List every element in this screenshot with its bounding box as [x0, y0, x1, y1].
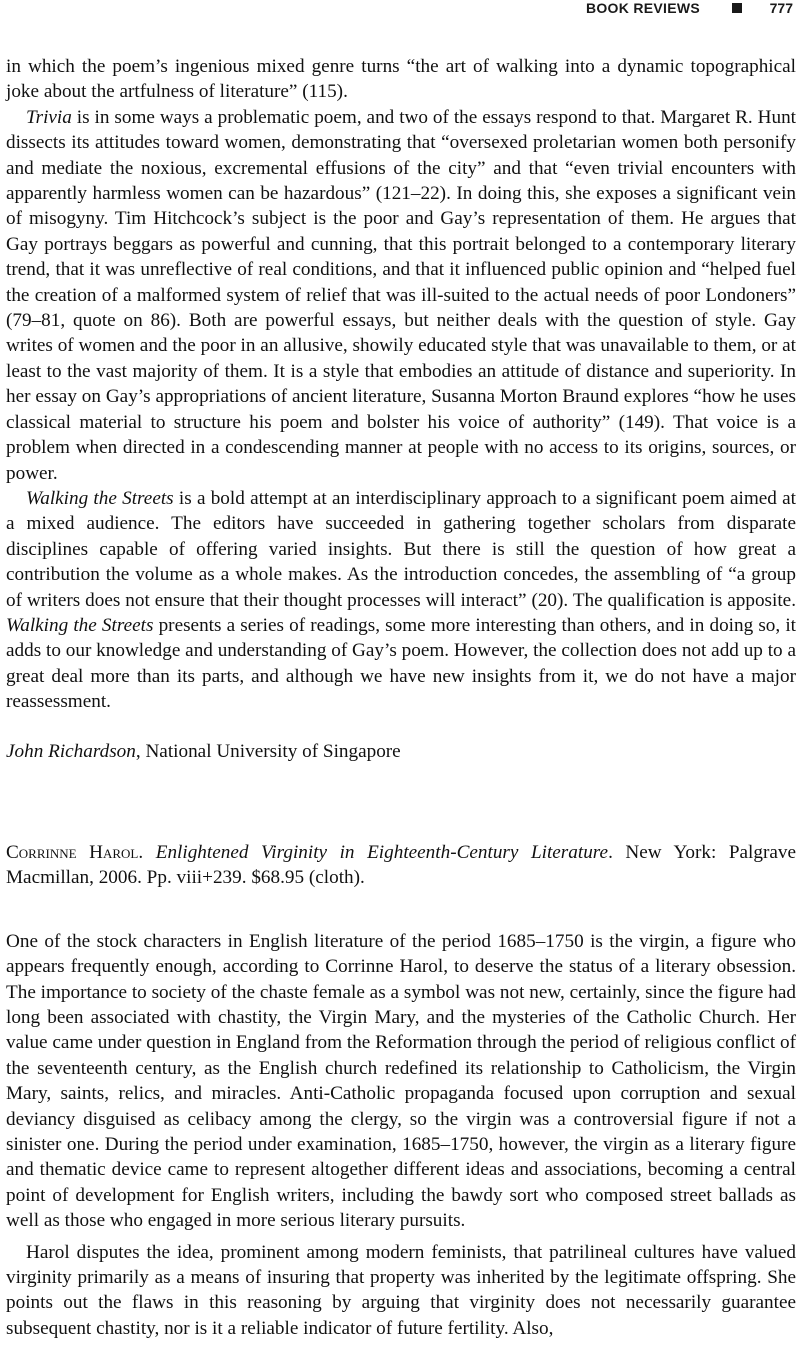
- running-header: [0, 0, 800, 22]
- book-title-italic: Walking the Streets: [26, 487, 174, 509]
- reviewer-affiliation: , National University of Singapore: [135, 740, 401, 762]
- square-separator-icon: [732, 3, 742, 13]
- review1-paragraph-1: in which the poem’s ingenious mixed genre turns “the art of walking into a dynamic topographical joke about the artfulness of literature” (115).: [6, 56, 796, 103]
- reviewer-signature: [6, 739, 796, 764]
- page-body: [6, 54, 796, 1341]
- review2-paragraph-2: Harol disputes the idea, prominent among modern feminists, that patrilineal cultures have valued virginity primarily as a means of insuring that property was inherited by the legitimate offspring. She points out the flaws in this reasoning by arguing that virginity does not necessarily guarantee subsequent chastity, nor is it a reliable indicator of future fertility. Also,: [6, 1241, 796, 1339]
- book-author: Corrinne Harol: [6, 841, 139, 863]
- review1-paragraph-3: Walking the Streets is a bold attempt at an interdisciplinary approach to a significant poem aimed at a mixed audience. The editors have succeeded in gathering together scholars from disparate disciplines capable of offering varied insights. But there is still the question of how great a contribution the volume as a whole makes. As the introduction concedes, the assembling of “a group of writers does not ensure that their thought processes will interact” (20). The qualification is apposite. Walking the Streets presents a series of readings, some more interesting than others, and in doing so, it adds to our knowledge and understanding of Gay’s poem. However, the collection does not add up to a great deal more than its parts, and although we have new insights from it, we do not have a major reassessment.: [6, 487, 797, 713]
- book-title: Enlightened Virginity in Eighteenth-Century Literature: [155, 841, 609, 863]
- book-publication: . New York: Palgrave Macmillan, 2006. Pp. viii+239. $68.95 (cloth).: [6, 841, 796, 889]
- section-title: BOOK REVIEWS: [585, 0, 700, 16]
- book-citation: Corrinne Harol. Enlightened Virginity in Eighteenth-Century Literature. New York: Palgrave Macmillan, 2006. Pp. viii+239. $68.95 (cloth).: [6, 841, 796, 889]
- review1-paragraph-2: Trivia is in some ways a problematic poem, and two of the essays respond to that. Margaret R. Hunt dissects its attitudes toward women, demonstrating that “oversexed proletarian women both personify and mediate the noxious, excremental effusions of the city” and that “even trivial encounters with apparently harmless women can be hazardous” (121–22). In doing this, she exposes a significant vein of misogyny. Tim Hitchcock’s subject is the poor and Gay’s representation of them. He argues that Gay portrays beggars as powerful and cunning, that this portrait belonged to a contemporary literary trend, that it was unreflective of real conditions, and that it influenced public opinion and “helped fuel the creation of a malformed system of relief that was ill-suited to the actual needs of poor Londoners” (79–81, quote on 86). Both are powerful essays, but neither deals with the question of style. Gay writes of women and the poor in an allusive, showily educated style that was unavailable to them, or at least to the vast majority of them. It is a style that embodies an attitude of distance and superiority. In her essay on Gay’s appropriations of ancient literature, Susanna Morton Braund explores “how he uses classical material to structure his poem and bolster his voice of authority” (149). That voice is a problem when directed in a condescending manner at people with no access to its origins, sources, or power.: [6, 106, 796, 484]
- page-number: 777: [769, 0, 793, 16]
- book-title-italic: Trivia: [26, 106, 72, 128]
- review2-paragraph-1: One of the stock characters in English literature of the period 1685–1750 is the virgin, a figure who appears frequently enough, according to Corrinne Harol, to deserve the status of a literary obsession. The importance to society of the chaste female as a symbol was not new, certainly, since the figure had long been associated with chastity, the Virgin Mary, and the mysteries of the Catholic Church. Her value came under question in England from the Reformation through the period of religious conflict of the seventeenth century, as the English church redefined its relationship to Catholicism, the Virgin Mary, saints, relics, and miracles. Anti-Catholic propaganda focused upon corruption and sexual deviancy disguised as celibacy among the clergy, so the virgin was a controversial figure if not a sinister one. During the period under examination, 1685–1750, however, the virgin as a literary figure and thematic device came to represent altogether different ideas and associations, becoming a central point of development for English writers, including the bawdy sort who composed street ballads as well as those who engaged in more serious literary pursuits.: [6, 930, 796, 1232]
- book-title-italic: Walking the Streets: [6, 614, 154, 636]
- reviewer-name: John Richardson: [6, 740, 136, 762]
